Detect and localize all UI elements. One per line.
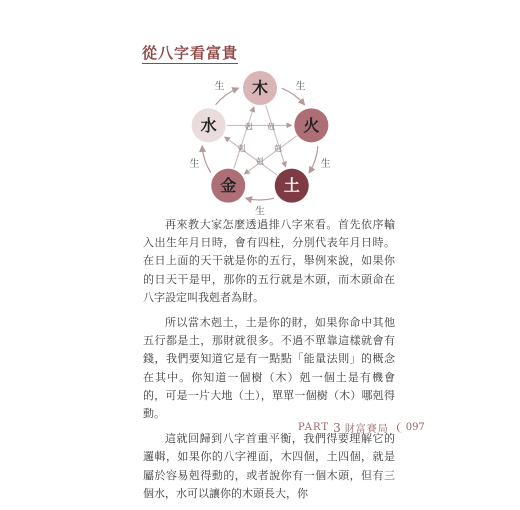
element-label: 水 xyxy=(200,115,217,135)
page-footer xyxy=(298,420,429,435)
section-title: 財富賽局 xyxy=(344,424,389,435)
overcoming-line xyxy=(234,107,254,169)
part-label: PART xyxy=(298,422,330,433)
element-node xyxy=(294,108,328,142)
element-label: 火 xyxy=(303,115,320,135)
generation-arrow xyxy=(202,146,211,173)
page-title: 從八字看富貴 xyxy=(142,44,239,62)
body-text xyxy=(143,216,395,510)
generate-label: 生 xyxy=(320,158,331,170)
five-elements-diagram xyxy=(180,70,340,218)
element-label: 木 xyxy=(251,78,269,98)
overcome-label: 剋 xyxy=(237,143,246,153)
generate-label: 生 xyxy=(214,81,225,93)
paragraph: 這就回歸到八字首重平衡，我們得要理解它的邏輯，如果你的八字裡面，木四個，土四個，就是屬於容易剋得動的，或者說你有一個木頭，但有三個水，水可以讓你的木頭長大，你 xyxy=(143,432,395,500)
overcoming-line xyxy=(266,105,286,167)
page-number: 097 xyxy=(397,422,429,433)
element-node xyxy=(192,108,226,142)
overcome-label: 剋 xyxy=(274,143,283,153)
element-label: 金 xyxy=(220,176,237,196)
generation-arrow xyxy=(309,146,318,173)
overcome-label: 剋 xyxy=(256,157,264,166)
generate-label: 生 xyxy=(295,81,306,93)
element-label: 土 xyxy=(283,176,300,196)
generate-label: 生 xyxy=(255,206,265,218)
generation-arrow xyxy=(246,198,274,200)
element-node xyxy=(275,169,309,203)
paragraph: 所以當木剋土，土是你的財，如果你命中其他五行都是土，那財就很多。不過不單靠這樣就會有錢，我們要知道它是有一點點「能量法則」的概念在其中。你知道一個樹（木）剋一個土是有機會的，可是一片大地（土），單單一個樹（木）哪剋得動。 xyxy=(143,316,395,421)
element-node xyxy=(211,169,245,203)
overcoming-line xyxy=(244,136,296,174)
paragraph: 再來教大家怎麼透過排八字來看。首先依序輸入出生年月日時，會有四柱，分別代表年月日時。在日上面的天干就是你的五行，舉例來說，如果你的日天干是甲，那你的五行就是木頭，而木頭命在八字設定叫我剋者為財。 xyxy=(143,218,395,304)
generate-label: 生 xyxy=(189,158,200,170)
element-node xyxy=(243,71,277,105)
part-number: 3 xyxy=(333,420,341,435)
element-nodes xyxy=(192,71,329,203)
overcome-label: 剋 xyxy=(244,122,253,132)
overcome-label: 剋 xyxy=(267,122,276,132)
